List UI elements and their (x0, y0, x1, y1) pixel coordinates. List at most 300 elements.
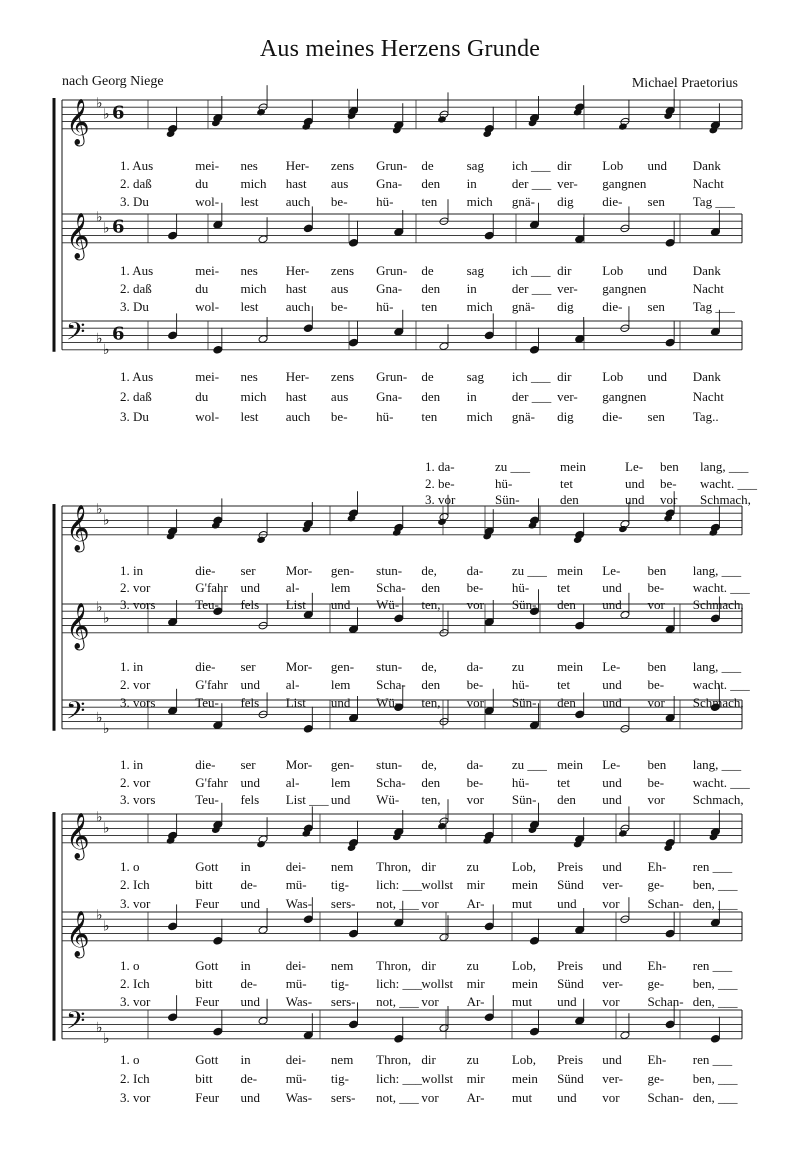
note-head (303, 324, 313, 333)
lyric-syllable: fels (240, 792, 260, 807)
note-head (575, 926, 585, 935)
lyric-syllable: 2. Ich (120, 1071, 150, 1086)
lyric-syllable-top: den (560, 492, 579, 507)
lyric-syllable: ben, ___ (692, 976, 738, 991)
lyric-syllable: vor (647, 792, 665, 807)
lyric-syllable: zens (330, 158, 355, 173)
lyric-syllable: Grun- (376, 263, 408, 278)
lyric-syllable: sag (466, 158, 484, 173)
note-head (529, 220, 539, 229)
lyric-syllable: zu (466, 859, 479, 874)
note-head (168, 331, 178, 340)
lyric-syllable: den, ___ (692, 994, 738, 1009)
note-head (665, 929, 675, 938)
lyric-syllable: lem (330, 580, 351, 595)
lyric-syllable: Preis (557, 859, 584, 874)
treble-clef-icon: 𝄞 (66, 602, 90, 649)
lyric-syllable: in (466, 389, 477, 404)
lyric-syllable: tig- (330, 976, 349, 991)
lyric-syllable: 3. Du (120, 409, 149, 424)
lyric-syllable: lich: ___ (376, 976, 422, 991)
lyric-syllable: in (466, 281, 477, 296)
lyric-syllable: Preis (557, 1052, 584, 1067)
note-head (665, 238, 675, 247)
lyric-syllable: und (602, 792, 622, 807)
lyric-syllable: be- (466, 580, 484, 595)
lyric-syllable-top: Sün- (495, 492, 520, 507)
lyric-syllable: und (602, 597, 622, 612)
lyric-syllable: da- (466, 757, 484, 772)
lyric-syllable: Teu- (195, 792, 219, 807)
lyric-syllable: mir (466, 1071, 485, 1086)
note-head (349, 929, 359, 938)
lyric-syllable: Dank (692, 158, 721, 173)
lyric-syllable: Nacht (692, 389, 724, 404)
note-head (349, 714, 359, 723)
lyric-syllable-top: mein (560, 459, 586, 474)
lyric-syllable: vor (421, 1090, 439, 1105)
lyric-syllable: vor (466, 695, 484, 710)
composer-credit: Michael Praetorius (631, 76, 738, 91)
flat-icon: ♭ (96, 599, 103, 616)
lyric-syllable: de- (240, 976, 258, 991)
lyric-syllable: Was- (285, 896, 313, 911)
lyric-syllable: gangnen (602, 176, 647, 191)
note-head (620, 1031, 630, 1040)
bass-clef-icon: 𝄢 (66, 1006, 86, 1042)
lyric-syllable: Schan- (647, 994, 684, 1009)
lyric-syllable: und (240, 1090, 260, 1105)
note-head (168, 1013, 178, 1022)
lyric-syllable: Tag.. (692, 409, 719, 424)
lyric-syllable: be- (466, 677, 484, 692)
note-head (349, 338, 359, 347)
lyric-syllable: dir (557, 158, 572, 173)
note-head (256, 536, 266, 544)
lyric-syllable: da- (466, 659, 484, 674)
note-head (529, 1027, 539, 1036)
lyric-syllable: sen (647, 299, 665, 314)
lyric-syllable: Ar- (466, 994, 485, 1009)
lyric-syllable: gen- (330, 563, 355, 578)
lyric-syllable: ge- (647, 877, 665, 892)
treble-clef-icon: 𝄞 (66, 504, 90, 551)
lyric-syllable: wol- (195, 409, 220, 424)
lyric-syllable: den (557, 792, 576, 807)
lyric-syllable: 3. vors (120, 695, 156, 710)
lyric-syllable: lest (240, 299, 259, 314)
lyric-syllable: und (240, 775, 260, 790)
lyric-syllable: ren ___ (692, 958, 733, 973)
lyric-syllable: ben (647, 563, 667, 578)
lyric-syllable: 3. vor (120, 1090, 151, 1105)
lyric-syllable: und (240, 896, 260, 911)
lyric-syllable: zens (330, 263, 355, 278)
note-head (394, 1034, 404, 1043)
lyric-syllable: und (330, 695, 351, 710)
lyric-syllable: Tag ___ (692, 194, 735, 209)
lyric-syllable: lang, ___ (692, 563, 742, 578)
lyric-syllable: den (421, 389, 441, 404)
lyric-syllable: Grun- (376, 158, 408, 173)
lyric-syllable: wollst (421, 1071, 454, 1086)
lyric-syllable: dig (557, 194, 574, 209)
lyric-syllable: ten, (421, 597, 441, 612)
lyric-syllable: Sünd (557, 1071, 584, 1086)
lyric-syllable: mich (466, 194, 493, 209)
note-head (256, 840, 266, 848)
lyric-syllable: nem (330, 958, 354, 973)
time-signature: 6 (112, 323, 125, 345)
lyric-syllable: die- (602, 194, 623, 209)
lyric-syllable-top: be- (660, 476, 677, 491)
lyric-syllable: und (602, 958, 622, 973)
lyric-syllable: mein (511, 1071, 538, 1086)
lyric-syllable: sag (466, 369, 484, 384)
lyric-syllable: Her- (285, 369, 310, 384)
lyric-syllable: mut (511, 994, 533, 1009)
treble-clef-icon: 𝄞 (66, 812, 90, 859)
note-head (303, 224, 313, 233)
lyric-syllable: ver- (602, 877, 623, 892)
lyric-syllable: und (330, 792, 351, 807)
lyric-syllable: G'fahr (195, 775, 228, 790)
lyric-syllable: mei- (195, 369, 220, 384)
lyric-syllable: dei- (285, 1052, 306, 1067)
lyric-syllable-top: wacht. ___ (700, 476, 758, 491)
lyric-syllable: die- (195, 757, 216, 772)
lyric-syllable: ich ___ (511, 369, 551, 384)
lyric-syllable: die- (195, 563, 216, 578)
lyric-syllable-top: Schmach, (700, 492, 751, 507)
lyric-syllable: dei- (285, 859, 306, 874)
lyric-syllable: nes (240, 158, 258, 173)
lyric-syllable: bitt (195, 976, 213, 991)
lyric-syllable: wol- (195, 194, 220, 209)
note-head (168, 706, 178, 715)
lyric-syllable: mich (466, 409, 493, 424)
lyric-syllable: du (195, 281, 209, 296)
lyric-syllable: stun- (376, 757, 403, 772)
note-head (618, 122, 628, 130)
lyric-syllable: be- (330, 194, 348, 209)
lyric-syllable: Teu- (195, 597, 219, 612)
lyric-syllable-top: 3. vor (425, 492, 456, 507)
lyric-syllable: Le- (602, 757, 621, 772)
lyric-syllable: List (285, 695, 306, 710)
lyric-syllable: mei- (195, 263, 220, 278)
bass-clef-icon: 𝄢 (66, 317, 86, 353)
lyric-syllable: ser (240, 563, 256, 578)
flat-icon: ♭ (103, 220, 110, 237)
lyric-syllable: in (240, 958, 251, 973)
flat-icon: ♭ (103, 720, 110, 737)
lyric-syllable: vor (466, 597, 484, 612)
lyric-syllable: 3. Du (120, 299, 149, 314)
lyric-syllable: tig- (330, 877, 349, 892)
lyric-syllable: aus (330, 176, 349, 191)
lyric-syllable: mü- (285, 1071, 307, 1086)
lyric-syllable: Schmach, (692, 695, 744, 710)
lyric-syllable: aus (330, 281, 349, 296)
lyric-syllable: Sün- (511, 695, 537, 710)
note-head (529, 936, 539, 945)
lyric-syllable: Lob, (511, 958, 537, 973)
lyric-syllable: gnä- (511, 194, 535, 209)
flat-icon: ♭ (96, 809, 103, 826)
lyric-syllable-top: hü- (495, 476, 513, 491)
lyric-syllable: Was- (285, 994, 313, 1009)
lyric-syllable: G'fahr (195, 580, 228, 595)
lyric-syllable: List ___ (285, 792, 329, 807)
lyric-syllable: Gna- (376, 281, 403, 296)
lyric-syllable: 1. in (120, 659, 144, 674)
lyric-syllable: hast (285, 176, 307, 191)
note-head (394, 228, 404, 237)
lyric-syllable: ge- (647, 976, 665, 991)
lyric-syllable: sag (466, 263, 484, 278)
lyric-syllable: die- (602, 299, 623, 314)
lyric-syllable: be- (647, 775, 665, 790)
lyric-syllable: stun- (376, 659, 403, 674)
lyric-syllable: Scha- (376, 580, 406, 595)
lyric-syllable: mü- (285, 976, 307, 991)
lyric-syllable: ich ___ (511, 263, 551, 278)
lyric-syllable-top: und (625, 492, 645, 507)
lyric-syllable: zu (466, 958, 479, 973)
note-head (665, 1020, 675, 1029)
lyric-syllable: Thron, (376, 958, 412, 973)
flat-icon: ♭ (96, 1020, 103, 1036)
lyric-syllable-top: tet (560, 476, 573, 491)
note-head (439, 342, 449, 351)
lyric-syllable: hü- (376, 194, 394, 209)
lyric-syllable: nes (240, 263, 258, 278)
treble-clef-icon: 𝄞 (66, 212, 90, 259)
note-head (618, 525, 628, 533)
lyric-syllable: und (602, 580, 622, 595)
lyric-syllable: Tag ___ (692, 299, 735, 314)
note-head (168, 231, 178, 240)
time-signature: 6 (112, 102, 125, 124)
lyric-syllable: aus (330, 389, 349, 404)
lyric-syllable: und (330, 597, 351, 612)
note-head (258, 335, 268, 344)
lyric-syllable: zu ___ (511, 563, 547, 578)
note-head (665, 338, 675, 347)
note-head (484, 618, 494, 627)
lyric-syllable: ver- (602, 1071, 623, 1086)
lyric-syllable: de, (421, 757, 437, 772)
flat-icon: ♭ (103, 918, 110, 935)
lyric-syllable: und (557, 994, 577, 1009)
lyric-syllable: Mor- (285, 757, 313, 772)
lyric-syllable: gnä- (511, 299, 535, 314)
lyric-syllable: und (602, 677, 622, 692)
lyric-syllable: ben, ___ (692, 1071, 738, 1086)
lyric-syllable: ten, (421, 695, 441, 710)
lyric-syllable: vor (466, 792, 484, 807)
lyric-syllable: hü- (511, 580, 530, 595)
lyric-syllable: ich ___ (511, 158, 551, 173)
lyric-syllable: der ___ (511, 389, 552, 404)
lyric-syllable: und (602, 859, 622, 874)
lyric-syllable: be- (330, 299, 348, 314)
lyric-syllable: gen- (330, 757, 355, 772)
lyric-syllable: lest (240, 409, 259, 424)
lyric-syllable: den (557, 695, 576, 710)
lyric-syllable: wacht. ___ (692, 775, 750, 790)
lyric-syllable-top: lang, ___ (700, 459, 749, 474)
note-head (258, 926, 268, 935)
note-head (303, 724, 313, 733)
lyric-syllable: Mor- (285, 659, 313, 674)
lyric-syllable: gen- (330, 659, 355, 674)
lyric-syllable: de- (240, 1071, 258, 1086)
lyric-syllable: 2. daß (120, 176, 152, 191)
note-head (575, 621, 585, 630)
lyric-syllable: 3. vors (120, 597, 156, 612)
lyric-syllable: ser (240, 659, 256, 674)
lyric-syllable: lem (330, 775, 351, 790)
lyric-syllable: 1. Aus (120, 263, 154, 278)
lyric-syllable: dir (421, 859, 436, 874)
note-head (349, 1020, 359, 1029)
lyric-syllable: de (421, 369, 434, 384)
lyric-syllable-top: vor (660, 492, 678, 507)
lyric-syllable: du (195, 389, 209, 404)
lyric-syllable: List (285, 597, 306, 612)
lyric-syllable: vor (647, 597, 665, 612)
lyric-syllable: und (602, 775, 622, 790)
time-signature: 6 (112, 216, 125, 238)
lyric-syllable: auch (285, 299, 311, 314)
lyric-syllable: wollst (421, 877, 454, 892)
lyric-syllable: 1. in (120, 563, 144, 578)
lyric-syllable: lich: ___ (376, 877, 422, 892)
lyric-syllable: not, ___ (376, 994, 419, 1009)
lyric-syllable: ten (421, 409, 438, 424)
lyric-syllable: mich (240, 176, 267, 191)
lyric-syllable: nes (240, 369, 258, 384)
note-head (575, 1016, 585, 1025)
lyric-syllable: mein (511, 976, 538, 991)
lyric-syllable: Lob (602, 158, 624, 173)
lyric-syllable: 2. daß (120, 389, 152, 404)
lyric-syllable: wollst (421, 976, 454, 991)
flat-icon: ♭ (103, 610, 110, 627)
note-head (484, 231, 494, 240)
lyric-syllable: Dank (692, 369, 721, 384)
lyric-syllable: Sün- (511, 792, 537, 807)
lyric-syllable: ten (421, 299, 438, 314)
lyric-syllable: G'fahr (195, 677, 228, 692)
lyric-syllable: Gna- (376, 389, 403, 404)
lyric-syllable: und (602, 1052, 622, 1067)
lyric-syllable: den (421, 176, 441, 191)
lyric-syllable: wacht. ___ (692, 580, 750, 595)
lyric-syllable: mich (240, 389, 267, 404)
note-head (484, 331, 494, 340)
lyric-syllable: Eh- (647, 958, 667, 973)
note-head (168, 922, 178, 931)
lyric-syllable: Lob, (511, 1052, 537, 1067)
lyric-syllable: den (557, 597, 576, 612)
note-head (710, 918, 720, 927)
lyric-syllable: be- (330, 409, 348, 424)
lyric-syllable: ben, ___ (692, 877, 738, 892)
lyric-syllable: Feur (195, 896, 220, 911)
lyric-syllable: Gott (195, 958, 219, 973)
note-head (439, 933, 449, 942)
lyric-syllable: Sünd (557, 976, 584, 991)
lyric-syllable: die- (195, 659, 216, 674)
note-head (394, 614, 404, 623)
lyric-syllable: Gna- (376, 176, 403, 191)
lyric-syllable: dig (557, 299, 574, 314)
lyric-syllable: Scha- (376, 775, 406, 790)
lyric-syllable: und (557, 896, 577, 911)
lyric-syllable-top: 1. da- (425, 459, 455, 474)
lyric-syllable: 2. Ich (120, 877, 150, 892)
note-head (618, 829, 628, 837)
lyric-syllable: de (421, 158, 434, 173)
lyric-syllable: dei- (285, 958, 306, 973)
note-head (437, 822, 447, 830)
lyric-syllable: ge- (647, 1071, 665, 1086)
note-head (710, 1034, 720, 1043)
lyric-syllable: Wü- (376, 695, 400, 710)
note-head (529, 721, 539, 730)
lyric-syllable: hast (285, 389, 307, 404)
lyric-syllable: ben (647, 757, 667, 772)
lyric-syllable: sers- (330, 994, 356, 1009)
lyric-syllable: und (240, 994, 260, 1009)
lyric-syllable: lem (330, 677, 351, 692)
treble-clef-icon: 𝄞 (66, 98, 90, 145)
lyric-syllable: vor (602, 994, 620, 1009)
lyric-syllable: al- (285, 580, 300, 595)
lyric-syllable: ten, (421, 792, 441, 807)
lyric-syllable: lest (240, 194, 259, 209)
lyric-syllable: 3. vor (120, 896, 151, 911)
lyric-syllable: mir (466, 976, 485, 991)
lyric-syllable: mein (557, 659, 584, 674)
lyric-syllable: Mor- (285, 563, 313, 578)
note-head (258, 235, 268, 244)
note-head (484, 922, 494, 931)
note-head (394, 918, 404, 927)
lyric-syllable: sen (647, 194, 665, 209)
lyric-syllable: 2. vor (120, 677, 151, 692)
lyric-syllable: vor (647, 695, 665, 710)
lyric-syllable: not, ___ (376, 1090, 419, 1105)
lyric-syllable: 1. o (120, 958, 140, 973)
lyric-syllable: be- (466, 775, 484, 790)
lyric-syllable: den (421, 281, 441, 296)
lyric-syllable: ver- (557, 389, 578, 404)
lyric-syllable: mei- (195, 158, 220, 173)
lyric-syllable: ver- (557, 176, 578, 191)
lyric-syllable: Dank (692, 263, 721, 278)
lyric-syllable: mü- (285, 877, 307, 892)
lyric-syllable: in (240, 859, 251, 874)
lyric-syllable: Schan- (647, 1090, 684, 1105)
lyric-syllable: Lob, (511, 859, 537, 874)
lyric-syllable-top: und (625, 476, 645, 491)
lyric-syllable-top: 2. be- (425, 476, 455, 491)
note-head (484, 1013, 494, 1022)
